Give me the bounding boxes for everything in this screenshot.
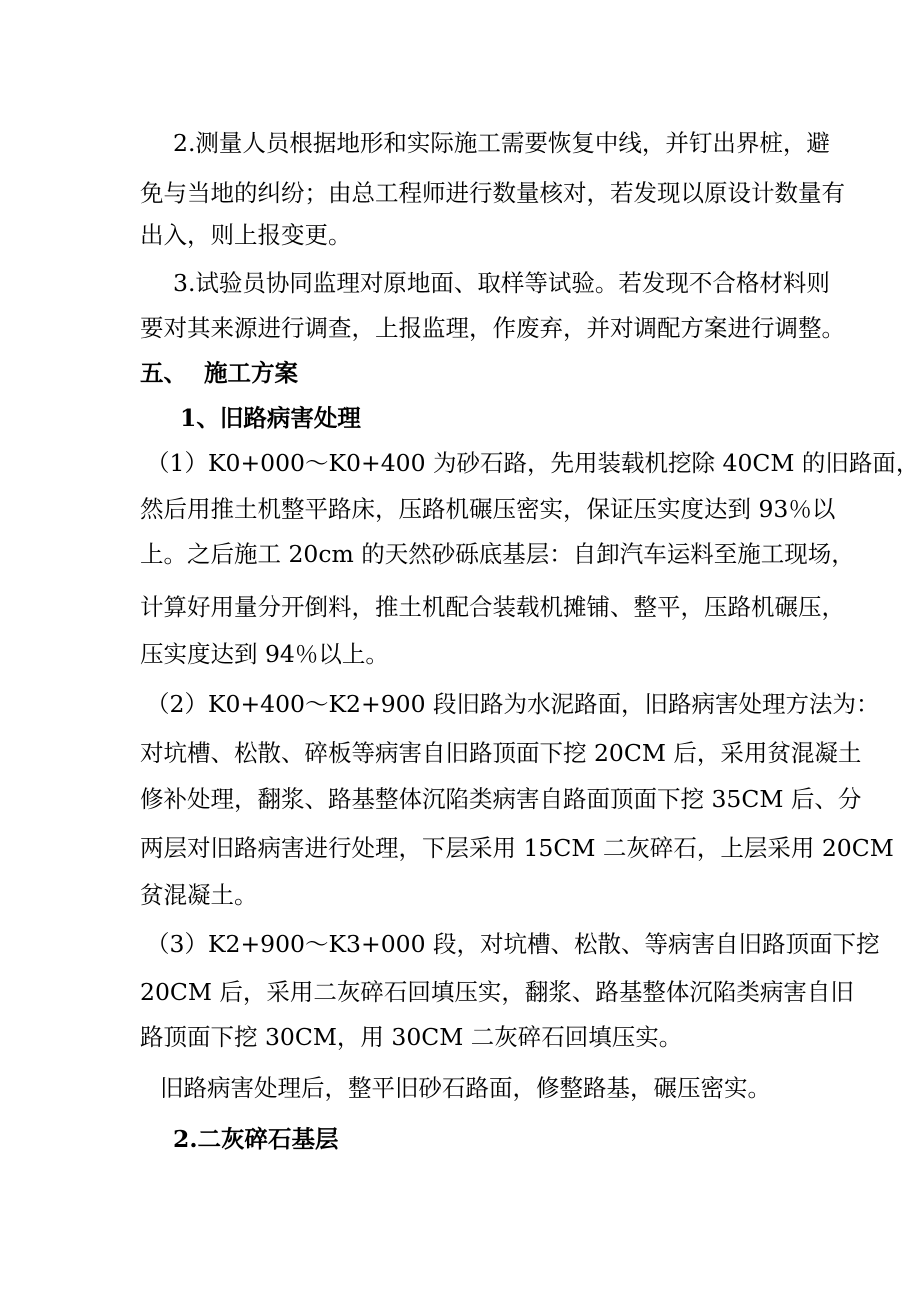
item-2-line-3: 修补处理，翻浆、路基整体沉陷类病害自路面顶面下挖 35CM 后、分 — [140, 785, 862, 813]
item-3-line-1: （3）K2+900～K3+000 段，对坑槽、松散、等病害自旧路顶面下挖 — [146, 930, 880, 958]
subsection-heading-1: 1、旧路病害处理 — [180, 404, 361, 432]
paragraph-survey-line-1: 2.测量人员根据地形和实际施工需要恢复中线，并钉出界桩，避 — [173, 129, 830, 157]
paragraph-test-line-2: 要对其来源进行调查，上报监理，作废弃，并对调配方案进行调整。 — [140, 314, 845, 342]
paragraph-survey-line-3: 出入，则上报变更。 — [140, 221, 352, 249]
item-1-line-5: 压实度达到 94％以上。 — [140, 640, 389, 668]
item-1-line-2: 然后用推土机整平路床，压路机碾压密实，保证压实度达到 93％以 — [140, 495, 836, 523]
item-2-line-2: 对坑槽、松散、碎板等病害自旧路顶面下挖 20CM 后，采用贫混凝土 — [140, 739, 862, 767]
item-1-line-3: 上。之后施工 20cm 的天然砂砾底基层：自卸汽车运料至施工现场， — [140, 540, 855, 568]
summary-line: 旧路病害处理后，整平旧砂石路面，修整路基，碾压密实。 — [160, 1074, 771, 1102]
item-2-line-4: 两层对旧路病害进行处理，下层采用 15CM 二灰碎石，上层采用 20CM — [140, 834, 894, 862]
item-2-line-1: （2）K0+400～K2+900 段旧路为水泥路面，旧路病害处理方法为： — [146, 690, 880, 718]
item-1-line-4: 计算好用量分开倒料，推土机配合装载机摊铺、整平，压路机碾压， — [140, 593, 845, 621]
item-1-line-1: （1）K0+000～K0+400 为砂石路，先用装载机挖除 40CM 的旧路面， — [146, 449, 920, 477]
item-2-line-5: 贫混凝土。 — [140, 881, 258, 909]
section-title: 施工方案 — [204, 359, 298, 387]
item-3-line-3: 路顶面下挖 30CM，用 30CM 二灰碎石回填压实。 — [140, 1023, 683, 1051]
paragraph-test-line-1: 3.试验员协同监理对原地面、取样等试验。若发现不合格材料则 — [173, 269, 830, 297]
paragraph-survey-line-2: 免与当地的纠纷；由总工程师进行数量核对，若发现以原设计数量有 — [140, 179, 845, 207]
item-3-line-2: 20CM 后，采用二灰碎石回填压实，翻浆、路基整体沉陷类病害自旧 — [140, 978, 854, 1006]
subsection-heading-2: 2.二灰碎石基层 — [173, 1125, 339, 1153]
section-number: 五、 — [140, 359, 187, 387]
